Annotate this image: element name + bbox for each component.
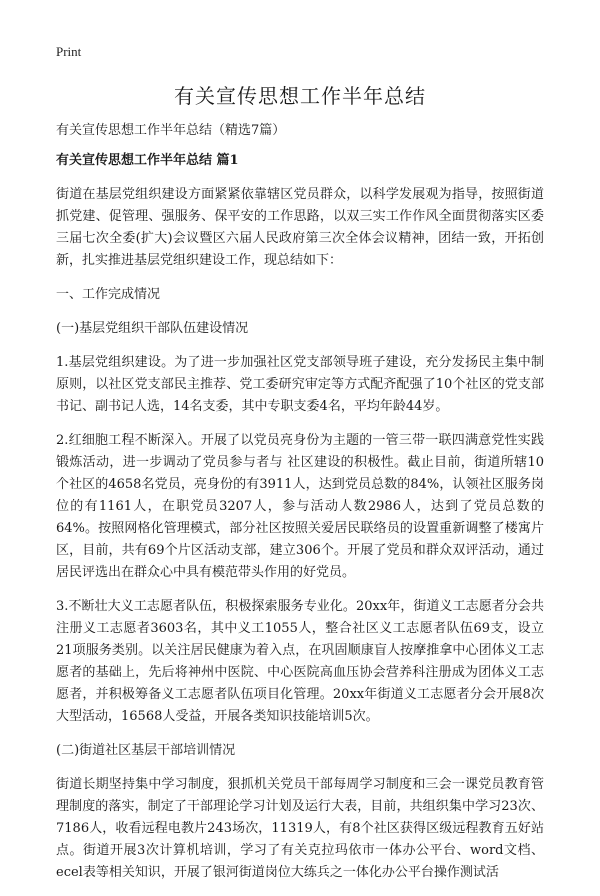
document-subtitle: 有关宣传思想工作半年总结（精选7篇） bbox=[56, 123, 286, 138]
document-body bbox=[56, 150, 544, 896]
paragraph-item-2: 2.红细胞工程不断深入。开展了以党员亮身份为主题的一管三带一联四满意党性实践锻炼活动，进一步调动了党员参与者与 社区建设的积极性。截止目前，街道所辖10个社区的4658名党员，亮身份的有3911人，达到党员总数的84%，认领社区服务岗位的有1161人，在职党员3207人，参与活动人数2986人，达到了党员总数的64%。按照网格化管理模式，部分社区按照关爱居民联络员的设置重新调整了楼寓片区，目前，共有69个片区活动支部，建立306个。开展了党员和群众双评活动，通过居民评选出在群众心中具有模范带头作用的好党员。 bbox=[56, 433, 544, 580]
paragraph-item-4: 街道长期坚持集中学习制度，狠抓机关党员干部每周学习制度和三会一课党员教育管理制度的落实，制定了干部理论学习计划及运行大表，目前，共组织集中学习23次、7186人，收看远程电教片243场次，11319人，有8个社区获得区级远程教育五好站点。街道开展3次计算机培训，学习了有关克拉玛依市一体办公平台、word文档、ecel表等相关知识，开展了银河街道岗位大练兵之一体化办公平台操作测试活 bbox=[56, 777, 544, 880]
heading-work-status: 一、工作完成情况 bbox=[56, 287, 161, 302]
page-title: 有关宣传思想工作半年总结 bbox=[174, 84, 426, 108]
heading-training: (二)街道社区基层干部培训情况 bbox=[56, 743, 236, 758]
paragraph-item-1: 1.基层党组织建设。为了进一步加强社区党支部领导班子建设，充分发扬民主集中制原则，以社区党支部民主推荐、党工委研究审定等方式配齐配强了10个社区的党支部书记、副书记人选，14名支委，其中专职支委4名，平均年龄44岁。 bbox=[56, 355, 544, 414]
paragraph-item-3: 3.不断壮大义工志愿者队伍，积极探索服务专业化。20xx年，街道义工志愿者分会共注册义工志愿者3603名，其中义工1055人，整合社区义工志愿者队伍69支，设立21项服务类别。以关注居民健康为着入点，在巩固顺康盲人按摩推拿中心团体义工志愿者的基础上，先后将神州中医院、中心医院高血压协会营养科注册成为团体义工志愿者，并积极筹备义工志愿者队伍项目化管理。20xx年街道义工志愿者分会开展8次大型活动，16568人受益，开展各类知识技能培训5次。 bbox=[56, 599, 544, 724]
intro-paragraph: 街道在基层党组织建设方面紧紧依靠辖区党员群众，以科学发展观为指导，按照街道抓党建、促管理、强服务、保平安的工作思路，以双三实工作作风全面贯彻落实区委三届七次全委(扩大)会议暨区六届人民政府第三次全体会议精神，团结一致，开拓创新，扎实推进基层党组织建设工作，现总结如下： bbox=[56, 187, 544, 268]
section-heading: 有关宣传思想工作半年总结 篇1 bbox=[56, 153, 239, 168]
print-link[interactable]: Print bbox=[56, 44, 82, 59]
heading-cadre-building: (一)基层党组织干部队伍建设情况 bbox=[56, 321, 249, 336]
